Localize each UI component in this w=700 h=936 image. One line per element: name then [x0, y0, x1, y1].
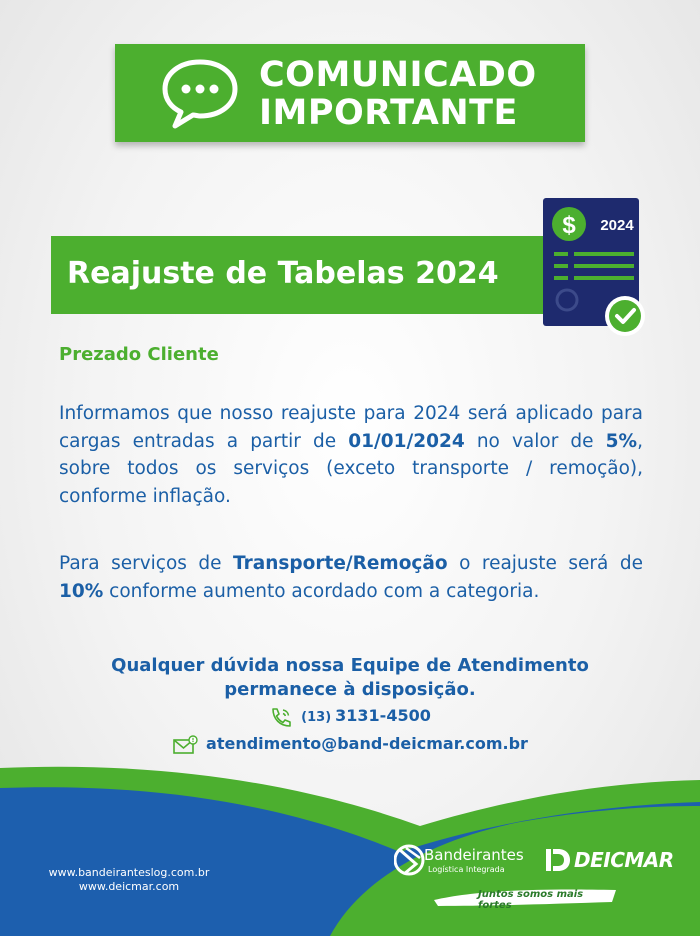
transport-adjustment-percent: 10%	[59, 580, 104, 602]
bandeirantes-logo	[394, 842, 534, 882]
paragraph-2-text-b: o reajuste será de	[447, 553, 643, 574]
header-banner	[115, 44, 585, 142]
currency-symbol: $	[562, 212, 576, 239]
title-bar	[51, 236, 551, 314]
paragraph-1	[59, 400, 643, 510]
phone-contact	[0, 706, 700, 727]
website-link-deicmar[interactable]: www.deicmar.com	[78, 880, 180, 893]
paragraph-1-text-a: Informamos que nosso reajuste para 2024 será aplicado para cargas entradas a partir de	[59, 403, 643, 452]
website-link-bandeirantes[interactable]: www.bandeiranteslog.com.br	[48, 866, 210, 879]
closing-message	[60, 654, 640, 702]
bandeirantes-tagline: Logística Integrada	[428, 865, 505, 874]
paragraph-1-text-c: , sobre todos os serviços (exceto transporte / remoção), conforme inflação.	[59, 430, 643, 507]
slogan-banner	[430, 884, 620, 910]
chat-bubble-icon	[161, 58, 239, 130]
price-table-document-icon	[541, 196, 649, 342]
phone-number[interactable]: 3131-4500	[335, 706, 431, 725]
paragraph-2-text-a: Para serviços de	[59, 553, 234, 574]
bandeirantes-brand-name: Bandeirantes	[424, 846, 524, 864]
slogan-text: Juntos somos mais fortes	[478, 889, 584, 911]
phone-prefix: (13)	[301, 710, 332, 725]
deicmar-logo-icon	[544, 846, 572, 874]
document-year: 2024	[600, 217, 634, 234]
closing-line2: permanece à disposição.	[224, 679, 476, 700]
header-title	[259, 56, 537, 132]
deicmar-brand-name: DEICMAR	[574, 848, 674, 872]
phone-icon	[269, 707, 293, 727]
greeting: Prezado Cliente	[59, 344, 219, 365]
email-icon	[172, 735, 198, 755]
general-adjustment-percent: 5%	[605, 430, 638, 452]
paragraph-1-text-b: no valor de	[464, 430, 606, 452]
email-contact	[0, 734, 700, 755]
page-title: Reajuste de Tabelas 2024	[67, 256, 499, 291]
closing-line1: Qualquer dúvida nossa Equipe de Atendimento	[111, 655, 589, 676]
effective-date: 01/01/2024	[348, 430, 465, 452]
paragraph-2-text-c: conforme aumento acordado com a categoria.	[103, 580, 540, 602]
bandeirantes-logo-icon	[394, 842, 426, 882]
paragraph-2	[59, 550, 643, 605]
email-address[interactable]: atendimento@band-deicmar.com.br	[206, 734, 528, 753]
header-title-line2: IMPORTANTE	[259, 93, 518, 133]
deicmar-logo	[544, 846, 674, 876]
header-title-line1: COMUNICADO	[259, 55, 537, 95]
service-name: Transporte/Remoção	[233, 553, 448, 574]
footer-websites	[40, 866, 218, 894]
